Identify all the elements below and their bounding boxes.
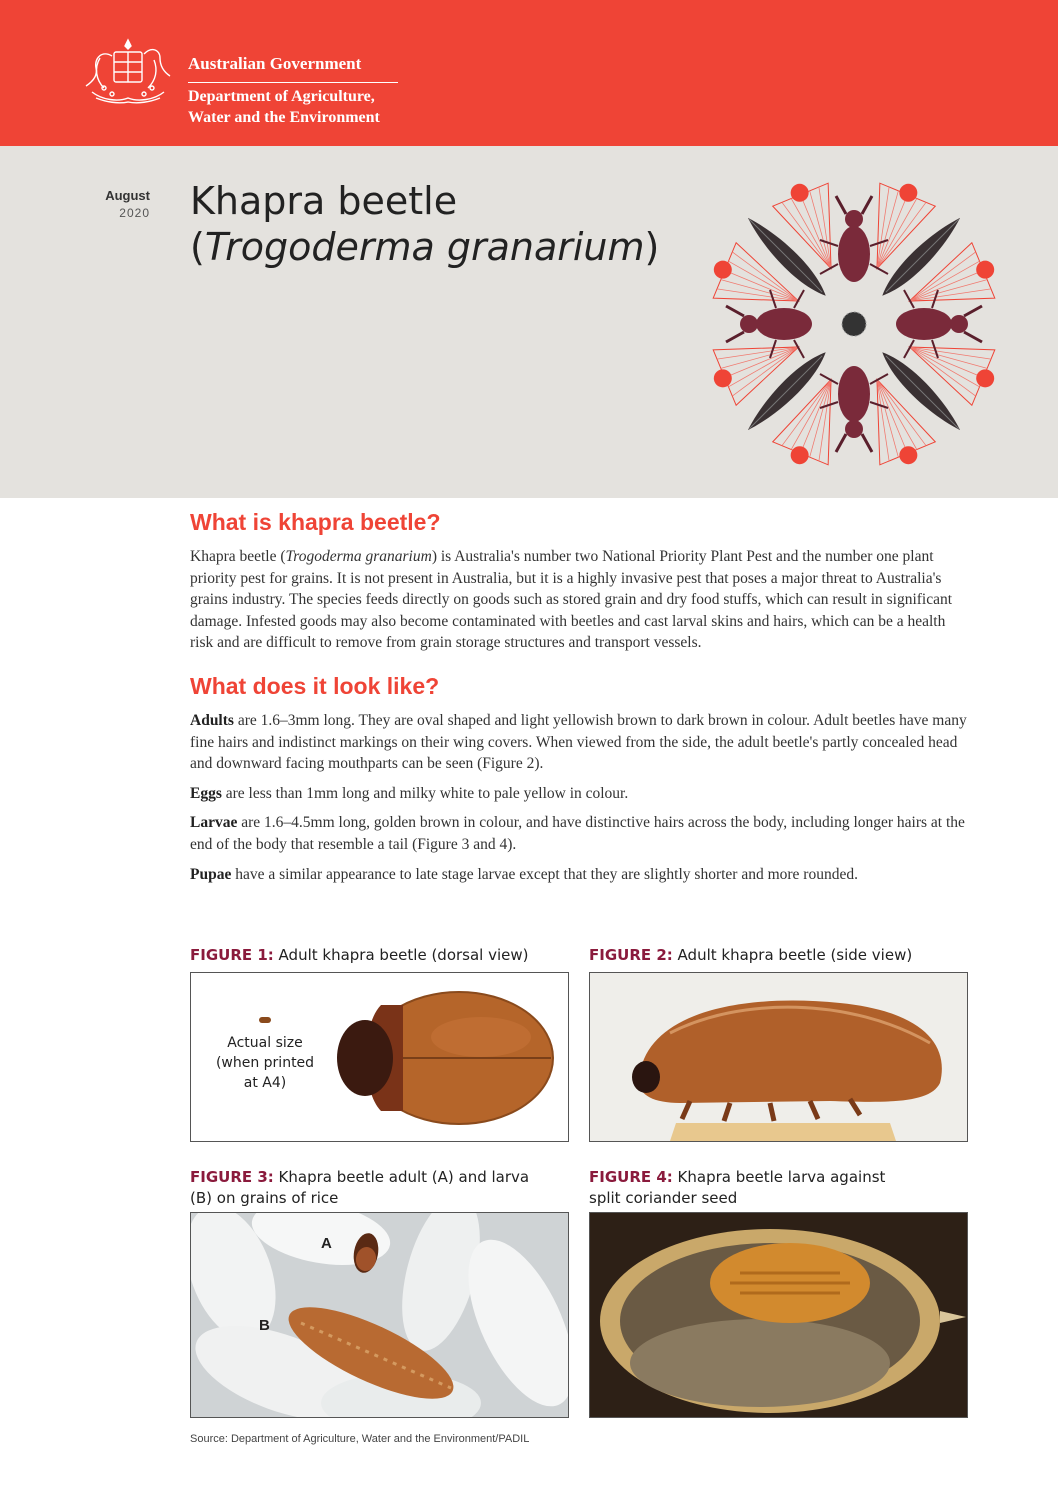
publication-month: August xyxy=(105,188,150,203)
title-line-1: Khapra beetle xyxy=(190,179,458,223)
marker-b: B xyxy=(259,1317,270,1334)
figure-4-caption: FIGURE 4: Khapra beetle larva against split coriander seed xyxy=(589,1168,886,1207)
figure-1-image xyxy=(190,972,569,1142)
figure-2-image xyxy=(589,972,968,1142)
page-title xyxy=(190,178,659,270)
beetle-side-illustration xyxy=(590,973,967,1141)
title-paren-close: ) xyxy=(644,225,660,269)
coat-of-arms-icon xyxy=(82,36,174,106)
eggs-paragraph: Eggs are less than 1mm long and milky white to pale yellow in colour. xyxy=(190,784,629,802)
intro-paragraph: Khapra beetle (Trogoderma granarium) is Australia's number two National Priority Plant Pest and the number one plant priority pest for grains. It is not present in Australia, but it is a highly invasive pest that poses a major threat to Australia's grains industry. The species feeds directly on goods such as stored grain and dry food stuffs, which can result in significant damage. Infested goods may also become contaminated with beetles and cast larval skins and hairs, which can be a health risk and are difficult to remove from grain storage structures and transport vessels. xyxy=(190,548,953,652)
title-paren-open: ( xyxy=(190,225,205,269)
department-line-2: Water and the Environment xyxy=(188,109,380,126)
coriander-seed-illustration xyxy=(590,1213,967,1417)
figure-3-image xyxy=(190,1212,569,1418)
publication-year: 2020 xyxy=(119,206,150,220)
pupae-paragraph: Pupae have a similar appearance to late stage larvae except that they are slightly shorter and more rounded. xyxy=(190,865,858,883)
department-name xyxy=(188,86,408,128)
org-name: Australian Government xyxy=(188,54,398,83)
title-scientific-name: Trogoderma granarium xyxy=(204,225,645,269)
beetle-dorsal-illustration xyxy=(331,985,556,1131)
department-line-1: Department of Agriculture, xyxy=(188,88,375,105)
rice-grains-illustration xyxy=(191,1213,568,1417)
title-line-2 xyxy=(190,224,659,270)
image-source-credit: Source: Department of Agriculture, Water and the Environment/PADIL xyxy=(190,1433,530,1445)
main-content xyxy=(190,506,970,885)
adults-paragraph: Adults are 1.6–3mm long. They are oval shaped and light yellowish brown to dark brown in colour. Adult beetles have many fine hairs and indistinct markings on their wing covers. When viewed from the side, the adult beetle's partly concealed head and downward facing mouthparts can be seen (Figure 2). xyxy=(190,711,967,773)
beetle-mandala-illustration xyxy=(694,164,1014,484)
actual-size-beetle-icon xyxy=(259,1017,271,1023)
figure-3-caption: FIGURE 3: Khapra beetle adult (A) and larva (B) on grains of rice xyxy=(190,1168,530,1207)
marker-a: A xyxy=(321,1235,332,1252)
section-heading-what-is: What is khapra beetle? xyxy=(190,509,441,535)
larvae-paragraph: Larvae are 1.6–4.5mm long, golden brown in colour, and have distinctive hairs across the body, including longer hairs at the end of the body that resemble a tail (Figure 3 and 4). xyxy=(190,814,965,853)
header-banner xyxy=(0,0,1058,146)
section-heading-appearance: What does it look like? xyxy=(190,672,440,699)
figure-2-caption: FIGURE 2: Adult khapra beetle (side view) xyxy=(589,946,913,964)
actual-size-label: Actual size (when printed at A4) xyxy=(215,1035,315,1091)
figure-4-image xyxy=(589,1212,968,1418)
figure-1-caption: FIGURE 1: Adult khapra beetle (dorsal view) xyxy=(190,946,529,964)
